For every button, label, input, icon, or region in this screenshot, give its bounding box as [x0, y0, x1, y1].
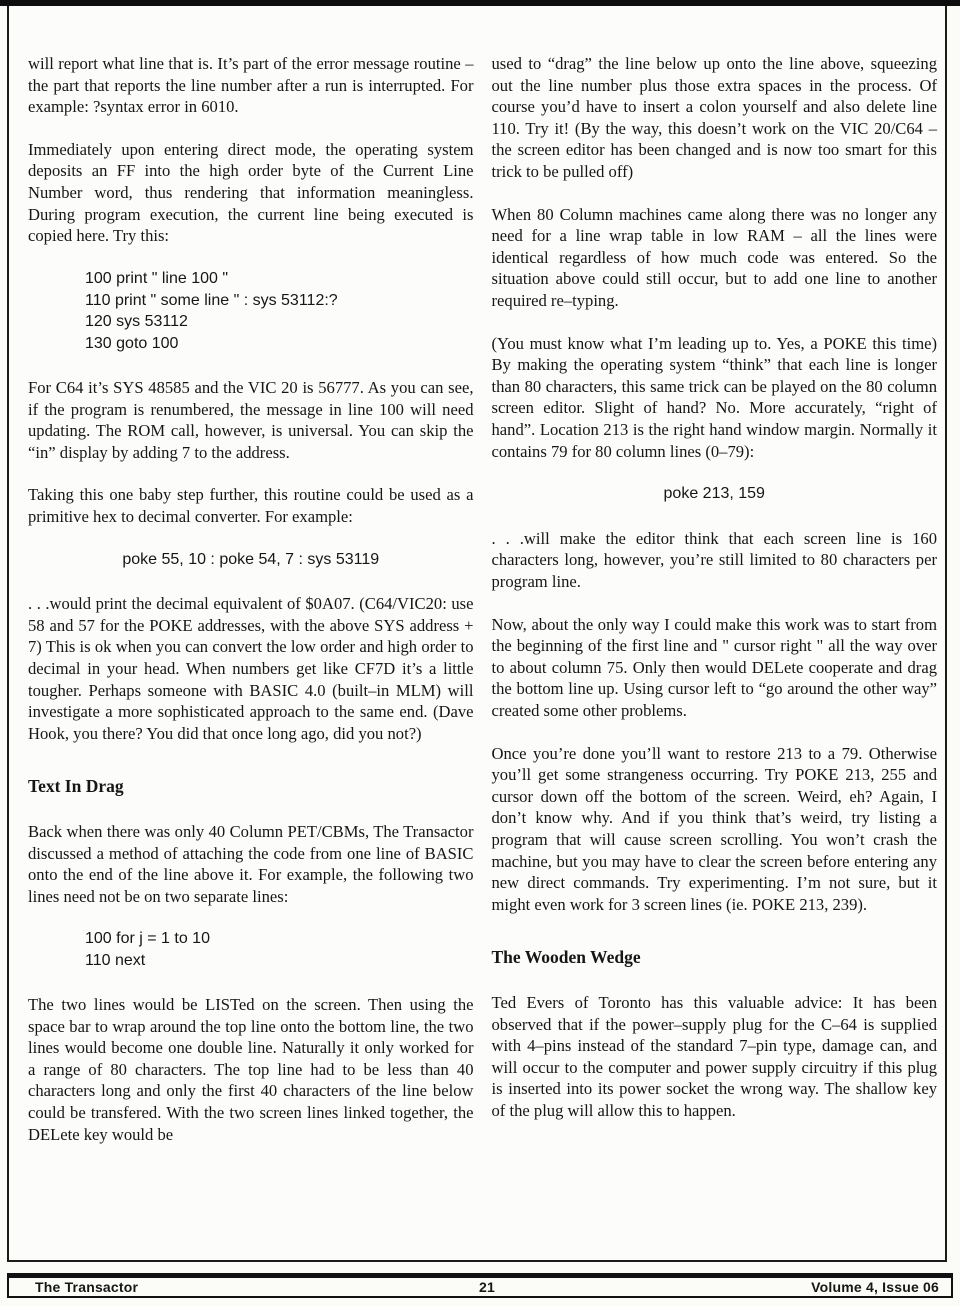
code-line: 110 print " some line " : sys 53112:? — [85, 291, 338, 309]
paragraph: Immediately upon entering direct mode, the operating system deposits an FF into the high order byte of the Current Line Number word, thus rendering that information meaningless. During program execution, the current line being executed is copied here. Try this: — [28, 139, 474, 246]
section-heading: Text In Drag — [28, 776, 124, 797]
footer-issue-label: Volume 4, Issue 06 — [811, 1279, 939, 1295]
page-footer — [7, 1273, 953, 1298]
paragraph: will report what line that is. It’s part of the error message routine – the part that reports the line number after a run is interrupted. For example: ?syntax error in 6010. — [28, 54, 474, 117]
paragraph: Taking this one baby step further, this routine could be used as a primitive hex to decimal converter. For example: — [28, 485, 474, 526]
code-line: 100 print " line 100 " — [85, 269, 229, 287]
code-line: 130 goto 100 — [85, 335, 179, 353]
two-column-layout — [9, 6, 945, 1166]
section-heading: The Wooden Wedge — [491, 947, 641, 968]
code-line: 120 sys 53112 — [85, 313, 188, 331]
paragraph: For C64 it’s SYS 48585 and the VIC 20 is 56777. As you can see, if the program is renumbered, the message in line 100 will need updating. The ROM call, however, is universal. You can skip the “in” display by adding 7 to the address. — [28, 377, 474, 462]
right-column — [492, 53, 938, 1166]
code-line: 110 next — [85, 952, 146, 970]
footer-page-number: 21 — [479, 1279, 495, 1295]
code-line: poke 55, 10 : poke 54, 7 : sys 53119 — [122, 550, 380, 568]
paragraph: used to “drag” the line below up onto the line above, squeezing out the line number plus those extra spaces in the process. Of course you’d have to insert a colon yourself and also delete line 110. Try it! (By the way, this doesn’t work on the VIC 20/C64 – the screen editor has been changed and is now too smart for this trick to be pulled off) — [491, 54, 937, 181]
paragraph: . . .will make the editor think that each screen line is 160 characters long, however, you’re still limited to 80 characters per program line. — [491, 528, 937, 592]
footer-magazine-title: The Transactor — [35, 1279, 139, 1295]
paragraph: Once you’re done you’ll want to restore 213 to a 79. Otherwise you’ll get some strangeness occurring. Try POKE 213, 255 and cursor down off the bottom of the screen. Weird, eh? Again, I don’t know why. And if you think that’s weird, try listing a program that will cause screen scrolling. You won’t crash the machine, but you may have to clear the screen before entering any new direct commands. Try experimenting. I’m not sure, but it might even work for 3 screen lines (ie. POKE 213, 239). — [491, 743, 937, 914]
left-column — [28, 53, 474, 1166]
paragraph: . . .would print the decimal equivalent of $0A07. (C64/VIC20: use 58 and 57 for the POKE addresses, with the above SYS address + 7) This is ok when you can convert the low order and high order to decimal in your head. When numbers get like CF7D it’s a little tougher. Perhaps someone with BASIC 4.0 (built–in MLM) will investigate a more sophisticated approach to the same end. (Dave Hook, you there? You did that once long ago, did you not?) — [28, 594, 474, 743]
paragraph: Back when there was only 40 Column PET/CBMs, The Transactor discussed a method of attaching the code from one line of BASIC onto the end of the line above it. For example, the following two lines need not be on two separate lines: — [28, 822, 474, 906]
paragraph: When 80 Column machines came along there was no longer any need for a line wrap table in low RAM – all the lines were identical regardless of how much code was entered. So the situation above could still occur, but to add one line to another required re–typing. — [491, 204, 937, 310]
code-line: poke 213, 159 — [663, 485, 765, 503]
code-line: 100 for j = 1 to 10 — [85, 930, 210, 948]
page-border-frame — [7, 6, 947, 1262]
paragraph: Now, about the only way I could make this work was to start from the beginning of the first line and " cursor right " all the way over to about column 75. Only then would DELete cooperate and drag the bottom line up. Using cursor left to “go around the other way” created some other problems. — [491, 614, 937, 721]
code-listing — [28, 268, 474, 355]
paragraph: The two lines would be LISTed on the screen. Then using the space bar to wrap around the top line onto the bottom line, the two lines would become one double line. Naturally it only worked for a range of 80 characters. The top line had to be less than 40 characters long and only the first 40 characters of the line below could be transfered. With the two screen lines linked together, the DELete key would be — [28, 995, 474, 1144]
paragraph: Ted Evers of Toronto has this valuable advice: It has been observed that if the power–supply plug for the C–64 is supplied with 4–pins instead of the standard 7–pin type, damage can, and will occur to the computer and power supply circuitry if this plug is inserted into its power socket the wrong way. The shallow key of the plug will allow this to happen. — [491, 992, 937, 1120]
code-listing — [28, 928, 474, 972]
paragraph: (You must know what I’m leading up to. Yes, a POKE this time) By making the operating system “think” that each line is longer than 80 characters, this same trick can be played on the 80 column screen editor. Slight of hand? No. More accurately, “right of hand”. Location 213 is the right hand window margin. Normally it contains 79 for 80 column lines (0–79): — [491, 333, 937, 461]
